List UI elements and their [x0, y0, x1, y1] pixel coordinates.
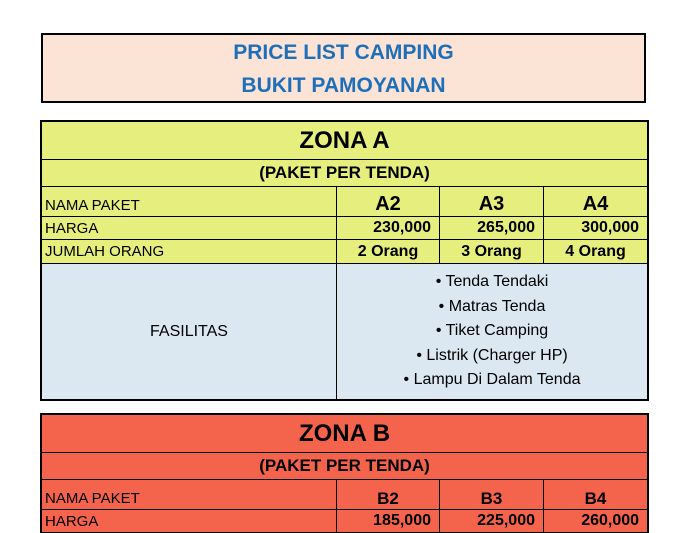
zona-b-package-row: [42, 480, 648, 510]
harga-label: HARGA: [42, 510, 337, 533]
nama-paket-label: NAMA PAKET: [42, 187, 337, 217]
zona-a-people-row: [42, 240, 648, 264]
price-list-title-box: [41, 33, 646, 103]
price-value: 225,000: [440, 510, 544, 533]
package-code: B4: [544, 480, 648, 510]
facility-item: • Matras Tenda: [438, 297, 546, 315]
nama-paket-label: NAMA PAKET: [42, 480, 337, 510]
price-value: 265,000: [440, 217, 544, 240]
zona-b-table: [41, 414, 648, 533]
zona-a-package-row: [42, 187, 648, 217]
price-value: 300,000: [544, 217, 648, 240]
zona-b-subtitle: (PAKET PER TENDA): [42, 453, 648, 480]
price-value: 185,000: [337, 510, 440, 533]
facility-item: • Lampu Di Dalam Tenda: [403, 371, 581, 389]
fasilitas-label: FASILITAS: [42, 264, 337, 400]
title-line-2: BUKIT PAMOYANAN: [241, 74, 446, 97]
people-count: 4 Orang: [544, 240, 648, 264]
package-code: B2: [337, 480, 440, 510]
jumlah-orang-label: JUMLAH ORANG: [42, 240, 337, 264]
zona-b-title: ZONA B: [42, 415, 648, 453]
package-code: A3: [440, 187, 544, 217]
zona-b-price-row: [42, 510, 648, 533]
facility-item: • Listrik (Charger HP): [416, 346, 568, 364]
people-count: 3 Orang: [440, 240, 544, 264]
price-value: 260,000: [544, 510, 648, 533]
facilities-list: [337, 264, 648, 400]
facility-item: • Tiket Camping: [435, 322, 549, 340]
people-count: 2 Orang: [337, 240, 440, 264]
package-code: A4: [544, 187, 648, 217]
package-code: B3: [440, 480, 544, 510]
price-value: 230,000: [337, 217, 440, 240]
zona-a-price-row: [42, 217, 648, 240]
facility-item: • Tenda Tendaki: [435, 273, 549, 291]
harga-label: HARGA: [42, 217, 337, 240]
zona-a-facilities-row: [42, 264, 648, 400]
zona-a-table: [41, 121, 648, 400]
zona-a-title: ZONA A: [42, 122, 648, 160]
title-line-1: PRICE LIST CAMPING: [233, 41, 454, 64]
package-code: A2: [337, 187, 440, 217]
zona-a-subtitle: (PAKET PER TENDA): [42, 160, 648, 187]
